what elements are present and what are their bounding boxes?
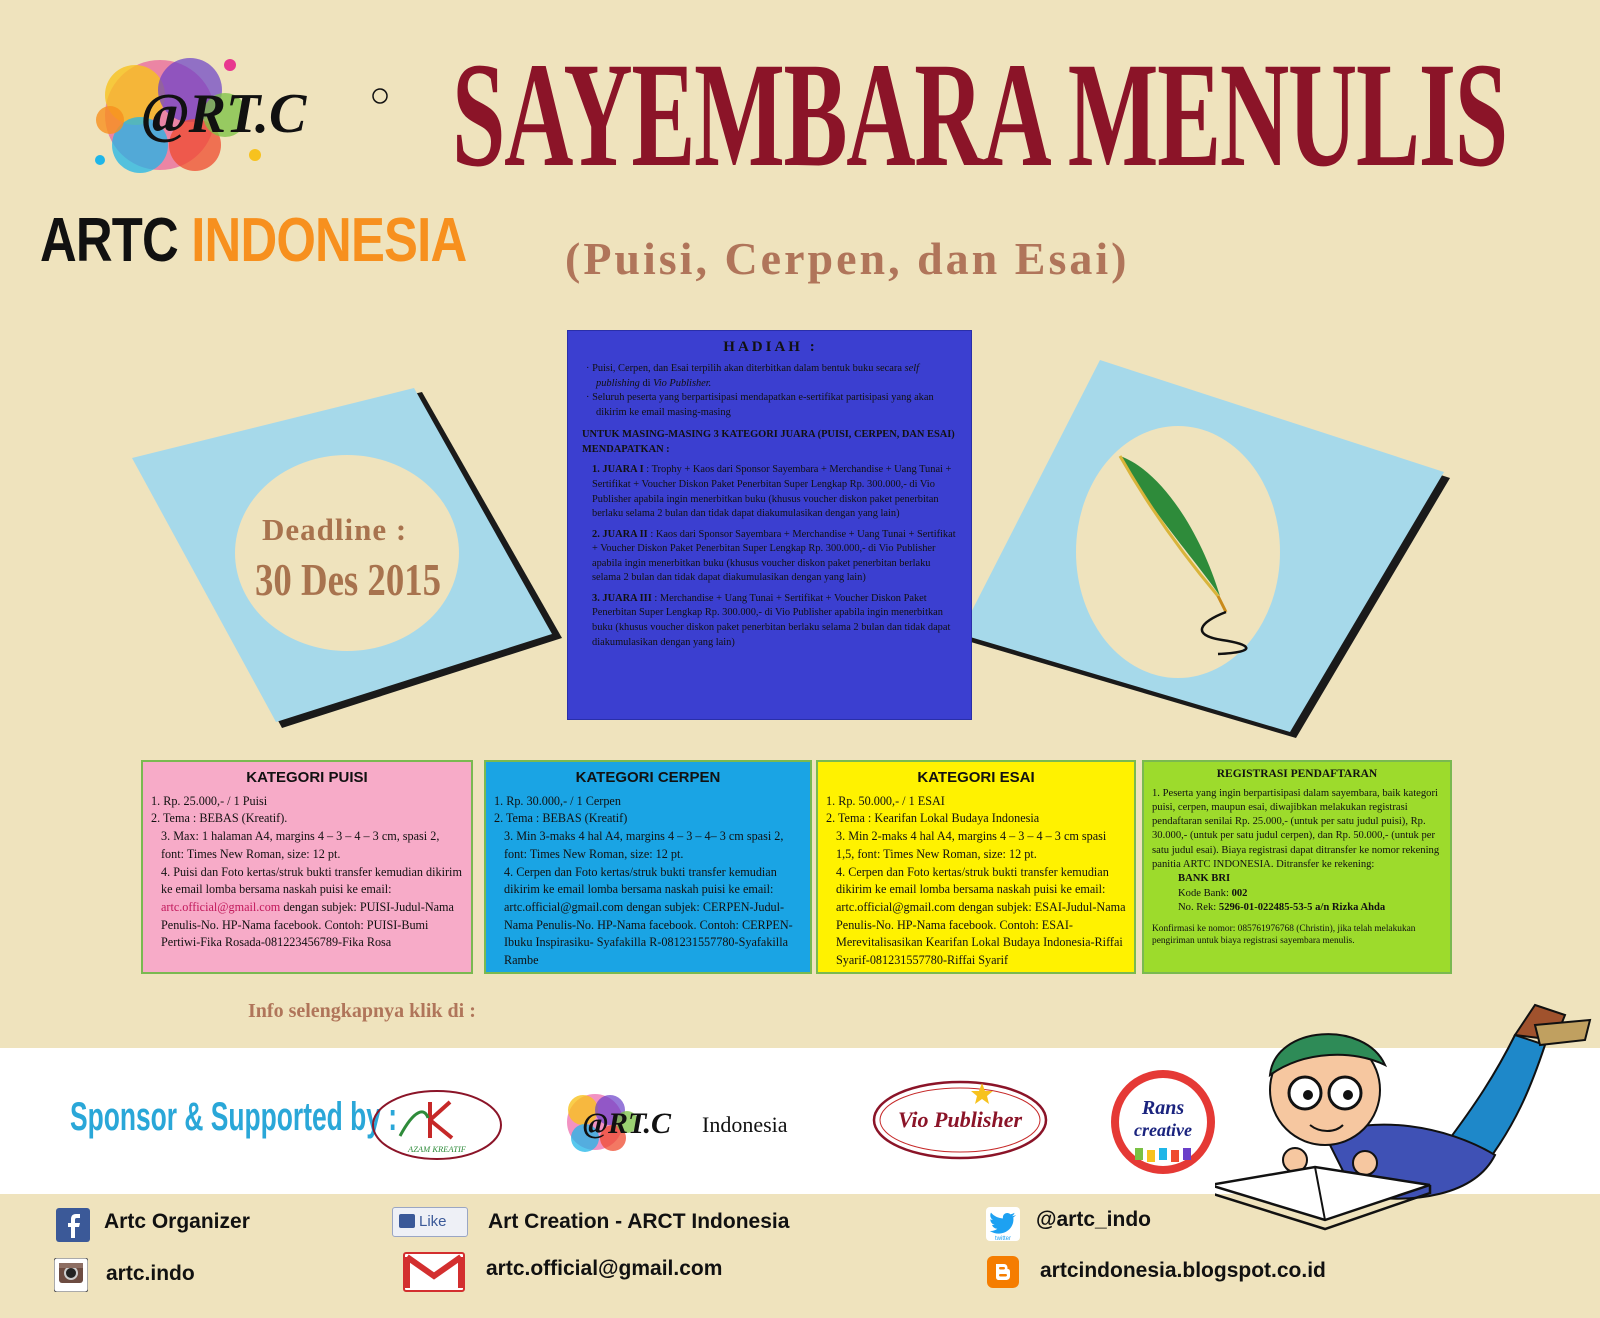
brand-part1: ARTC xyxy=(40,206,178,275)
deadline-label: Deadline : xyxy=(262,512,408,547)
prize-juara-1: 1. JUARA I : Trophy + Kaos dari Sponsor Sayembara + Merchandise + Uang Tunai + Sertifikat + Voucher Diskon Paket Penerbitan Super Lengkap Rp. 300.000,- di Vio Publisher apabila ingin menerbitkan buku (khusus voucher diskon paket penerbitan berlaku selama 2 bulan dan tidak dapat diakumulasikan dengan yang lain) xyxy=(592,464,952,520)
category-esai xyxy=(816,760,1136,974)
category-registrasi xyxy=(1142,760,1452,974)
info-text: Info selengkapnya klik di : xyxy=(248,1000,476,1022)
page-title: SAYEMBARA MENULIS xyxy=(452,32,1507,198)
artc-logo xyxy=(80,40,400,190)
category-cerpen xyxy=(484,760,812,974)
confirmation-note: Konfirmasi ke nomor: 085761976768 (Christin), jika telah melakukan pengiriman untuk biaya registrasi sayembara menulis. xyxy=(1152,924,1416,947)
account-number: No. Rek: 5296-01-022485-53-5 a/n Rizka Ahda xyxy=(1178,901,1386,913)
category-line: 2. Tema : BEBAS (Kreatif). xyxy=(151,811,288,826)
brand-name xyxy=(40,205,466,276)
like-button[interactable] xyxy=(392,1207,468,1237)
instagram-handle[interactable]: artc.indo xyxy=(106,1262,195,1285)
category-line: 3. Max: 1 halaman A4, margins 4 – 3 – 4 – 3 cm, spasi 2, font: Times New Roman, size: 12 pt. xyxy=(161,829,440,861)
prize-juara-3: 3. JUARA III : Merchandise + Uang Tunai + Sertifikat + Voucher Diskon Paket Penerbitan Super Lengkap Rp. 300.000,- di Vio Publisher apabila ingin menerbitkan buku (khusus voucher diskon paket penerbitan berlaku selama 2 bulan dan tidak dapat diakumulasikan dengan yang lain) xyxy=(592,592,951,648)
category-puisi xyxy=(141,760,473,974)
deadline-date: 30 Des 2015 xyxy=(255,554,442,605)
svg-text:creative: creative xyxy=(1134,1120,1192,1140)
category-title: KATEGORI PUISI xyxy=(246,769,368,786)
bank-code: Kode Bank: 002 xyxy=(1178,887,1248,899)
category-line: 4. Puisi dan Foto kertas/struk bukti transfer kemudian dikirim ke email lomba bersama naskah puisi ke email: artc.official@gmail.com dengan subjek: PUISI-Judul-Nama Penulis-No. HP-Nama facebook. Contoh: PUISI-Bumi Pertiwi-Fika Rosada-081223456789-Fika Rosa xyxy=(161,864,462,950)
contact-email[interactable]: artc.official@gmail.com xyxy=(486,1257,723,1280)
registration-text: 1. Peserta yang ingin berpartisipasi dalam sayembara, baik kategori puisi, cerpen, maupun esai, diwajibkan melakukan registrasi pendaftaran senilai Rp. 25.000,- (untuk per satu judul puisi), Rp. 30.000,- (untuk per satu judul cerpen), dan Rp. 50.000,- (untuk per satu judul esai). Biaya registrasi dapat ditransfer ke nomor rekening panitia ARTC INDONESIA. Ditransfer ke rekening: xyxy=(1152,787,1440,870)
fanpage-name[interactable]: Art Creation - ARCT Indonesia xyxy=(488,1210,790,1233)
category-line: 1. Rp. 25.000,- / 1 Puisi xyxy=(151,793,268,808)
prize-heading: HADIAH : xyxy=(723,339,818,355)
facebook-handle[interactable]: Artc Organizer xyxy=(104,1210,250,1233)
prize-bullet-2: · Seluruh peserta yang berpartisipasi mendapatkan e-sertifikat partisipasi yang akan dikirim ke email masing-masing xyxy=(586,392,934,418)
instagram-icon[interactable] xyxy=(54,1258,88,1292)
category-line: 1. Rp. 50.000,- / 1 ESAI xyxy=(826,793,945,808)
rans-creative-logo xyxy=(1105,1068,1225,1180)
email-link[interactable]: artc.official@gmail.com xyxy=(161,899,281,914)
twitter-handle[interactable]: @artc_indo xyxy=(1036,1208,1151,1231)
quill-card xyxy=(960,360,1460,740)
page-subtitle: (Puisi, Cerpen, dan Esai) xyxy=(565,233,1130,284)
gmail-icon[interactable] xyxy=(403,1252,465,1292)
svg-text:Rans: Rans xyxy=(1141,1097,1185,1119)
category-line: 2. Tema : BEBAS (Kreatif) xyxy=(494,811,628,826)
azam-kreatif-logo xyxy=(370,1088,505,1163)
category-title: KATEGORI CERPEN xyxy=(575,769,721,786)
svg-text:Vio Publisher: Vio Publisher xyxy=(897,1107,1023,1132)
svg-text:Indonesia: Indonesia xyxy=(702,1112,788,1137)
prize-juara-2: 2. JUARA II : Kaos dari Sponsor Sayembara + Merchandise + Uang Tunai + Sertifikat + Voucher Diskon Paket Penerbitan Super Lengkap Rp. 300.000,- di Vio Publisher apabila ingin menerbitkan buku (khusus voucher diskon paket penerbitan berlaku selama 2 bulan dan tidak dapat diakumulasikan dengan yang lain) xyxy=(592,528,956,584)
prize-bullet-1: · Puisi, Cerpen, dan Esai terpilih akan diterbitkan dalam bentuk buku secara self publishing di Vio Publisher. xyxy=(586,363,919,389)
category-line: 4. Cerpen dan Foto kertas/struk bukti transfer kemudian dikirim ke email lomba bersama naskah puisi ke email: artc.official@gmail.com dengan subjek: ESAI-Judul-Nama Penulis-No. HP-Nama facebook. Contoh: ESAI-Merevitalisasikan Kearifan Lokal Budaya Indonesia-Riffai Syarif-081231557780-Riffai Syarif xyxy=(836,864,1126,967)
svg-text:@RT.C: @RT.C xyxy=(583,1107,672,1140)
brand-part2: INDONESIA xyxy=(191,206,467,275)
category-title: REGISTRASI PENDAFTARAN xyxy=(1216,768,1378,780)
category-title: KATEGORI ESAI xyxy=(917,769,1035,786)
prize-box xyxy=(567,330,972,720)
prize-subheading: UNTUK MASING-MASING 3 KATEGORI JUARA (PUISI, CERPEN, DAN ESAI) MENDAPATKAN : xyxy=(582,429,955,455)
blogger-icon[interactable] xyxy=(987,1256,1019,1288)
category-line: 2. Tema : Kearifan Lokal Budaya Indonesia xyxy=(826,811,1040,826)
facebook-icon[interactable] xyxy=(56,1208,90,1242)
reading-boy-illustration xyxy=(1215,995,1595,1255)
twitter-icon[interactable] xyxy=(986,1207,1020,1241)
artc-indonesia-logo xyxy=(555,1080,815,1170)
category-line: 3. Min 3-maks 4 hal A4, margins 4 – 3 – 4– 3 cm spasi 2, font: Times New Roman, size: 12 pt. xyxy=(504,829,784,861)
category-line: 1. Rp. 30.000,- / 1 Cerpen xyxy=(494,793,621,808)
category-line: 4. Cerpen dan Foto kertas/struk bukti transfer kemudian dikirim ke email lomba bersama naskah puisi ke email: artc.official@gmail.com dengan subjek: CERPEN-Judul-Nama Penulis-No. HP-Nama facebook. Contoh: CERPEN-Ibuku Inspirasiku- Syafakilla R-081231557780-Syafakilla Rambe xyxy=(504,864,793,967)
vio-publisher-logo xyxy=(870,1075,1050,1165)
blog-url[interactable]: artcindonesia.blogspot.co.id xyxy=(1040,1259,1326,1282)
category-line: 3. Min 2-maks 4 hal A4, margins 4 – 3 – 4 – 3 cm spasi 1,5, font: Times New Roman, size: 12 pt. xyxy=(836,829,1107,861)
sponsor-label: Sponsor & Supported by : xyxy=(70,1095,398,1139)
svg-text:AZAM KREATIF: AZAM KREATIF xyxy=(408,1144,466,1154)
svg-text:twitter: twitter xyxy=(994,1236,1012,1241)
bank-name: BANK BRI xyxy=(1178,873,1231,885)
thumbs-up-icon xyxy=(399,1214,415,1228)
like-label: Like xyxy=(419,1213,447,1230)
svg-text:@RT.C: @RT.C xyxy=(142,83,307,145)
